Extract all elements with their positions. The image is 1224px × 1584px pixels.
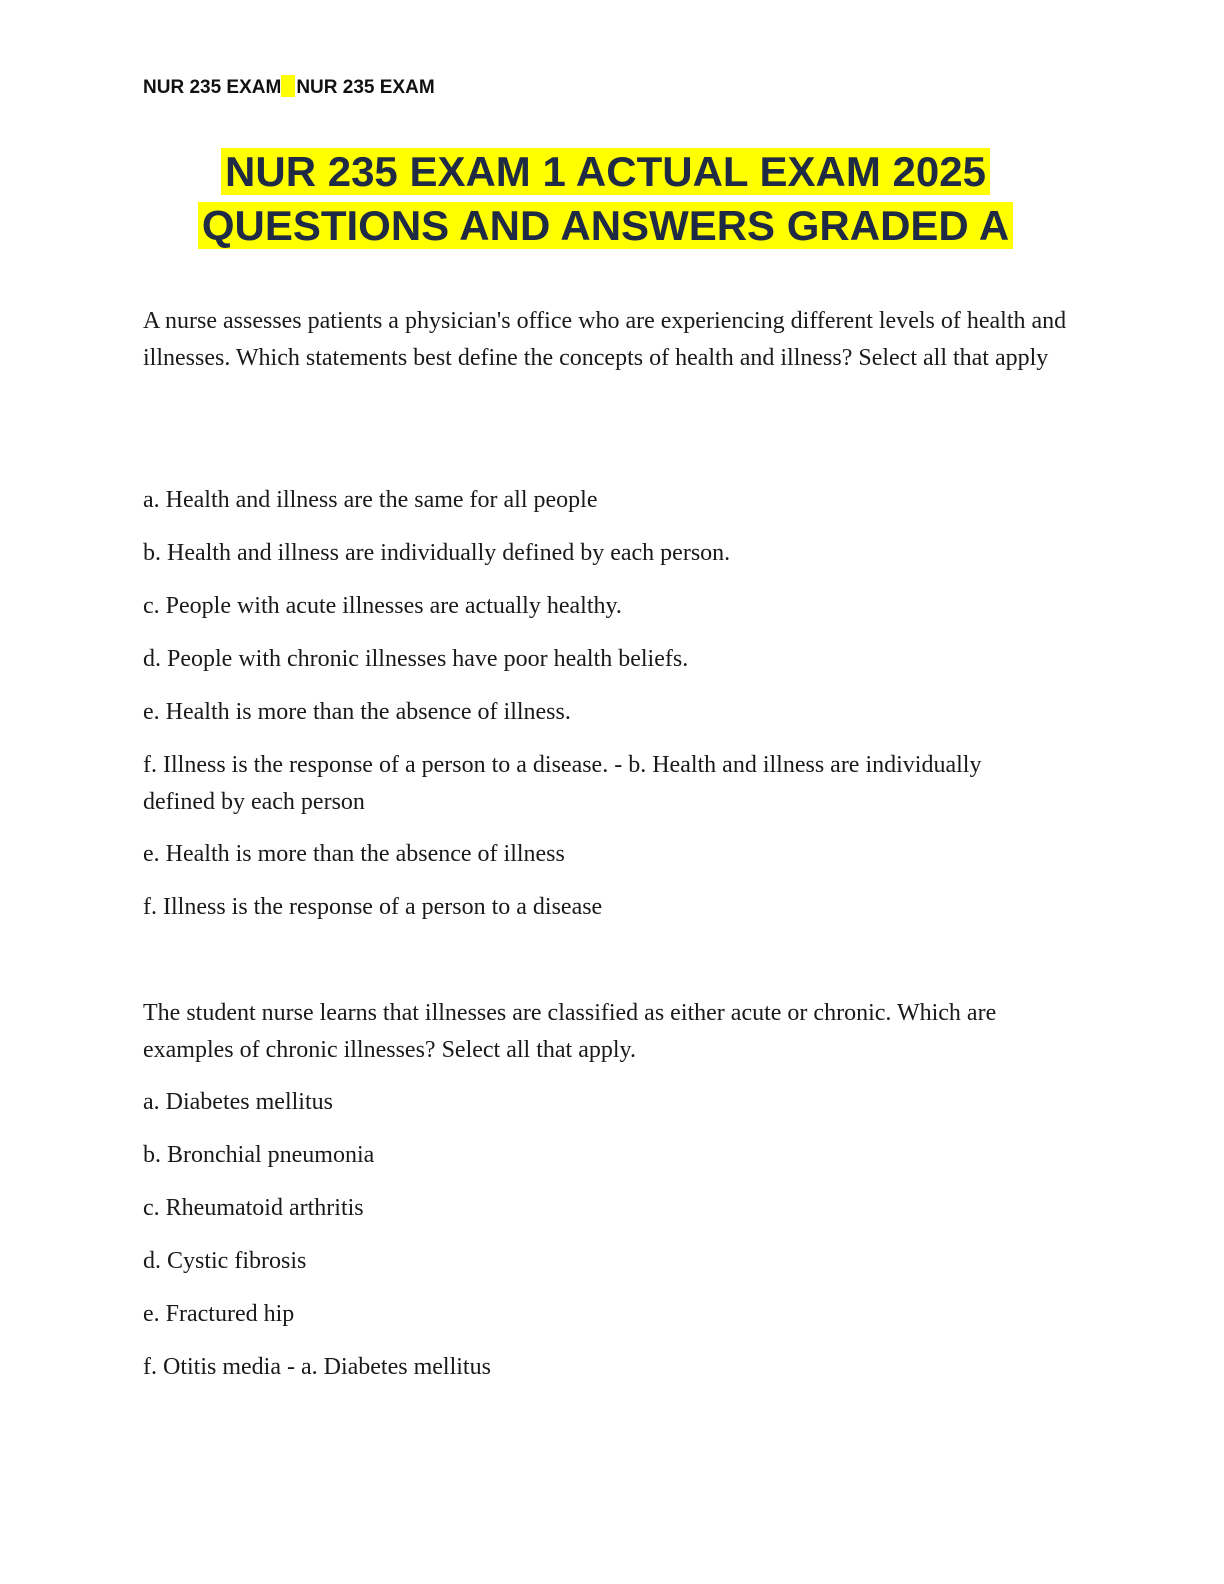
document-title [143,145,1068,253]
question-2-option-c: c. Rheumatoid arthritis [143,1195,364,1221]
question-2-option-d: d. Cystic fibrosis [143,1248,307,1274]
question-1-option-b: b. Health and illness are individually defined by each person. [143,540,731,566]
question-1-option-a: a. Health and illness are the same for all people [143,487,598,513]
question-1-option-e: e. Health is more than the absence of illness. [143,699,571,725]
question-1-answer-f: f. Illness is the response of a person to a disease [143,894,603,920]
question-1-option-c: c. People with acute illnesses are actually healthy. [143,593,622,619]
question-2-option-a: a. Diabetes mellitus [143,1089,333,1115]
question-2-option-b: b. Bronchial pneumonia [143,1142,375,1168]
question-1-prompt: A nurse assesses patients a physician's office who are experiencing different levels of health and illnesses. Which statements best define the concepts of health and illness? Select all that apply [143,308,1067,371]
page-header [143,75,435,99]
header-highlight-gap [281,75,295,97]
title-line-2: QUESTIONS AND ANSWERS GRADED A [198,202,1013,249]
header-left-text: NUR 235 EXAM [143,77,282,98]
question-2-prompt: The student nurse learns that illnesses are classified as either acute or chronic. Which are examples of chronic illnesses? Select all that apply. [143,1000,997,1063]
title-line-1: NUR 235 EXAM 1 ACTUAL EXAM 2025 [221,148,990,195]
header-right-text: NUR 235 EXAM [296,77,435,98]
question-2-option-f-answer: f. Otitis media - a. Diabetes mellitus [143,1354,491,1380]
question-1-answer-e: e. Health is more than the absence of illness [143,841,565,867]
question-2-option-e: e. Fractured hip [143,1301,295,1327]
question-1-option-d: d. People with chronic illnesses have poor health beliefs. [143,646,689,672]
question-1-option-f-answer: f. Illness is the response of a person to a disease. - b. Health and illness are individually defined by each person [143,752,982,815]
